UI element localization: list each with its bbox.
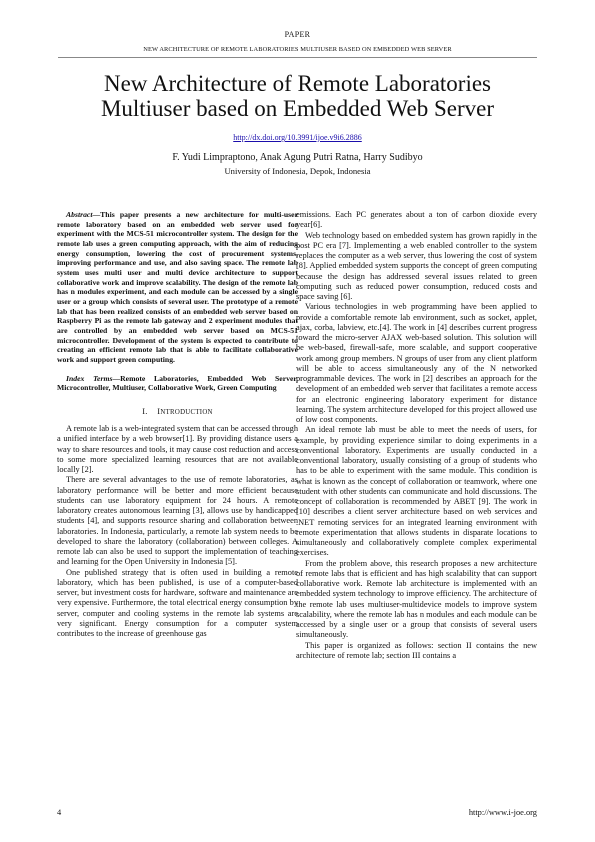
paragraph: A remote lab is a web-integrated system that can be accessed through a unified interface by a web browser[1]. By providing distance users a way to share resources and tools, it may cause cost reduction and access to some more specialized learning resources that are not available locally [2].	[57, 424, 298, 475]
paragraph: From the problem above, this research proposes a new architecture of remote labs that is efficient and has high scalability that can support collaborative work. Remote lab architecture is implemented with an embedded system technology to improve efficiency. The architecture of the remote lab uses multiuser-multidevice models to improve system scalability, where the remote lab has n modules and each module can be accessed by a single user or a group that consists of several users simultaneously.	[296, 558, 537, 640]
paper-title-line-2: Multiuser based on Embedded Web Server	[100, 96, 495, 121]
section-initial: I	[157, 406, 161, 416]
paper-title-line-1: New Architecture of Remote Laboratories	[103, 71, 491, 96]
page-number: 4	[57, 808, 62, 817]
paragraph: An ideal remote lab must be able to meet the needs of users, for example, by providing experience similar to doing experiments in a conventional laboratory. Experiments are usually conducted in a conventional laboratory, usually consisting of a group of students who has to be able to experiment with the same module. This condition is what is known as the concept of collaboration or teamwork, where one student with other students can communicate and hold discussions. The concept of collaboration is recommended by ABET [9]. The work in [10] describes a client server architecture based on web services and .NET remoting services for an integrated learning environment with remote experimentation that allows students in disparate locations to simultaneously and collaboratively complete complex experimental exercises.	[296, 425, 537, 558]
header-rule	[58, 57, 537, 58]
paragraph: One published strategy that is often used in building a remote laboratory, which has been published, is use of a computer-based server, but investment costs for hardware, software and maintenance are very expensive. Furthermore, the total electrical energy consumption by server, computer and cooling systems in the remote lab systems are very significant. Energy consumption for a computer system contributes to the increase of greenhouse gas	[57, 567, 298, 639]
paragraph: emissions. Each PC generates about a ton of carbon dioxide every year[6].	[296, 210, 537, 230]
paragraph: There are several advantages to the use of remote laboratories, as laboratory performance will be better and more efficient because students can use laboratory equipment for 24 hours. A remote laboratory creates autonomous learning [3], allows use by handicapped students [4], and supports resource sharing and collaboration between laboratories. In Indonesia, particularly, a remote lab system needs to be developed to share the laboratory (collaboration) between colleges. A remote lab can also be used to support the implementation of teaching and learning for the Open University in Indonesia [5].	[57, 475, 298, 567]
abstract-label: Abstract	[66, 210, 93, 219]
index-terms	[57, 374, 298, 393]
affiliation: University of Indonesia, Depok, Indonesia	[224, 166, 371, 176]
left-column	[57, 210, 298, 639]
authors: F. Yudi Limpraptono, Anak Agung Putri Ratna, Harry Sudibyo	[172, 152, 423, 163]
section-heading-introduction	[57, 407, 298, 418]
paragraph: Web technology based on embedded system has grown rapidly in the post PC era [7]. Implementing a web enabled controller to the system replaces the computer as a web server, thus lowering the cost of system [8]. Applied embedded system supports the concept of green computing because the design has addressed several issues related to green computing such as reduced power consumption, reduced costs and space saving [6].	[296, 230, 537, 301]
running-title: NEW ARCHITECTURE OF REMOTE LABORATORIES MULTIUSER BASED ON EMBEDDED WEB SERVER	[143, 46, 452, 53]
doi-link[interactable]: http://dx.doi.org/10.3991/ijoe.v9i6.2886	[233, 133, 362, 142]
paper-title	[0, 71, 595, 121]
paragraph: Various technologies in web programming have been applied to provide a comfortable remote lab environment, such as socket, applet, ajax, corba, labview, etc.[4]. The work in [4] describes current progress toward the micro-server AJAX web-based solution. This solution will be web-based, firewall-safe, more scalable, and support cooperative work among group members. N groups of user from any client platform will be able to access simultaneously any of the N networked programmable devices. The work in [2] describes an approach for the development of an embedded web server that facilitates a remote access for an electronic engineering laboratory experiment for distance learning. The system architecture developed for this project allowed use of low cost components.	[296, 302, 537, 424]
index-terms-label: Index Terms	[66, 373, 113, 383]
journal-url[interactable]: http://www.i-joe.org	[468, 808, 537, 817]
right-column	[296, 210, 537, 661]
abstract-text: —This paper presents a new architecture for multi-user remote laboratory based on an embedded web server used for experiment with the MCS-51 microcontroller system. The design for the remote lab uses a green computing approach, with the aim of reducing energy consumption, lowering the cost of procurement systems, improving performance and use, and also saving space. The remote lab system uses multi user and multi device architecture to support collaborative work and improve scalability. The design of the remote lab has n modules experiment, and each module can be accessed by a single user or a group which consists of several user. The prototype of a remote lab that has been realized consists of an embedded web server based on Raspberry Pi as the remote lab gateway and 2 experiment modules that are controlled by an embedded web server based on MCS-51 microcontroller. Development of the system is expected to contribute to creating an efficient remote lab that is able to facilitate collaborative work and support green computing.	[57, 210, 298, 364]
index-terms-text: —Remote Laboratories, Embedded Web Server, Microcontroller, Multiuser, Collaborative Work, Green Computing	[57, 373, 298, 393]
paragraph: This paper is organized as follows: section II contains the new architecture of remote lab; section III contains a	[296, 640, 537, 660]
header-section-label: PAPER	[284, 30, 311, 39]
section-title-rest: NTRODUCTION	[160, 408, 213, 416]
abstract	[57, 210, 298, 365]
section-number: I.	[142, 406, 148, 416]
